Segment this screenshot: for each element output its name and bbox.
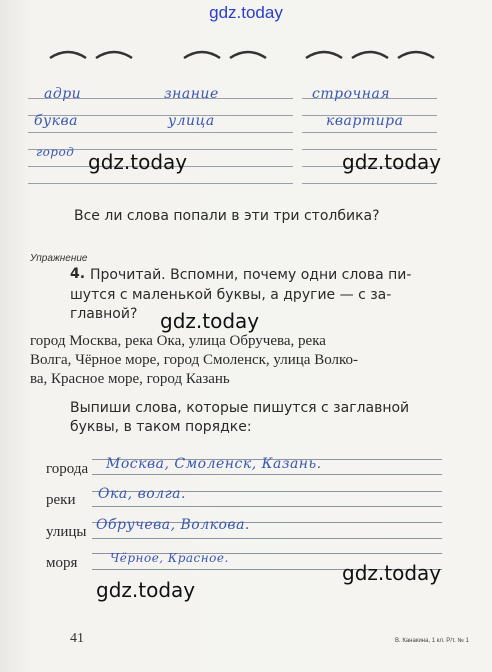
passage-line-1: город Москва, река Ока, улица Обручева, река xyxy=(30,333,326,349)
exercise-label: Упражнение xyxy=(30,253,88,264)
answer-value-seas: Чёрное, Красное. xyxy=(110,551,229,565)
answer-value-streets: Обручева, Волкова. xyxy=(96,517,250,533)
instruction-line-1: Выпиши слова, которые пишутся с заглавной xyxy=(70,400,410,416)
answer-label-cities: города xyxy=(46,461,89,477)
watermark: gdz.today xyxy=(342,150,442,174)
answer-label-streets: улицы xyxy=(46,524,87,540)
question-text: Все ли слова попали в эти три столбика? xyxy=(74,208,380,224)
task-line-1: Прочитай. Вспомни, почему одни слова пи- xyxy=(90,267,412,283)
top-watermark: gdz.today xyxy=(209,3,283,22)
passage-line-2: Волга, Чёрное море, город Смоленск, улица Волко- xyxy=(30,352,359,368)
answer-value-rivers: Ока, волга. xyxy=(98,486,186,502)
task-line-2: шутся с маленькой буквы, а другие — с за- xyxy=(70,287,392,303)
answer-label-seas: моря xyxy=(46,555,78,571)
passage-line-3: ва, Красное море, город Казань xyxy=(30,371,230,387)
watermark: gdz.today xyxy=(96,578,196,602)
page-footer: В. Канакина, 1 кл. Р/т. № 1 xyxy=(395,638,469,644)
task-number: 4. xyxy=(70,266,86,282)
column-3-word-2: квартира xyxy=(326,113,404,129)
column-1-word-3: город xyxy=(36,145,75,159)
watermark: gdz.today xyxy=(88,150,188,174)
answer-value-cities: Москва, Смоленск, Казань. xyxy=(106,456,322,472)
answer-line xyxy=(92,538,442,539)
column-2-word-2: улица xyxy=(168,113,215,129)
task-line-3: главной? xyxy=(70,306,138,322)
column-3-word-1: строчная xyxy=(312,86,391,102)
answer-line xyxy=(92,474,442,475)
page-number: 41 xyxy=(70,631,84,646)
column-1-word-1: адри xyxy=(44,86,82,102)
watermark: gdz.today xyxy=(160,309,260,333)
column-2-word-1: знание xyxy=(164,86,219,102)
answer-label-rivers: реки xyxy=(46,492,76,508)
answer-line xyxy=(92,506,442,507)
watermark: gdz.today xyxy=(342,561,442,585)
instruction-line-2: буквы, в таком порядке: xyxy=(70,419,252,435)
column-1-word-2: буква xyxy=(34,113,79,129)
